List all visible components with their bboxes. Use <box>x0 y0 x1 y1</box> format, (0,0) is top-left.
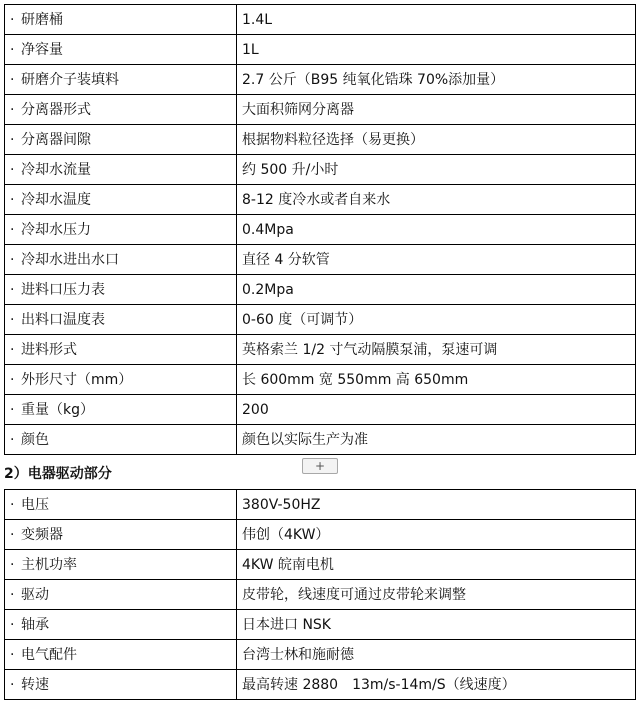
spec-key: 冷却水进出水口 <box>21 251 119 268</box>
spec-key-cell <box>5 520 237 550</box>
table-row <box>5 670 636 700</box>
spec-value: 直径 4 分软管 <box>237 245 636 275</box>
spec-key-cell <box>5 95 237 125</box>
spec-key-cell <box>5 215 237 245</box>
table-row <box>5 640 636 670</box>
spec-key: 进料形式 <box>21 341 77 358</box>
spec-key: 主机功率 <box>21 556 77 573</box>
bullet-dot: · <box>10 526 15 543</box>
spec-key-cell <box>5 5 237 35</box>
spec-value: 颜色以实际生产为准 <box>237 425 636 455</box>
spec-value: 0.2Mpa <box>237 275 636 305</box>
table-row <box>5 550 636 580</box>
spec-table-body <box>5 490 636 700</box>
spec-value: 1.4L <box>237 5 636 35</box>
spec-key-cell <box>5 640 237 670</box>
bullet-dot: · <box>10 431 15 448</box>
bullet-dot: · <box>10 586 15 603</box>
spec-key-cell <box>5 245 237 275</box>
spec-key: 冷却水压力 <box>21 221 91 238</box>
spec-key: 重量（kg） <box>21 401 94 418</box>
spec-key: 颜色 <box>21 431 49 448</box>
spec-value: 最高转速 2880 13m/s-14m/S（线速度） <box>237 670 636 700</box>
table-row <box>5 35 636 65</box>
spec-key: 外形尺寸（mm） <box>21 371 133 388</box>
spec-key-cell <box>5 335 237 365</box>
bullet-dot: · <box>10 341 15 358</box>
spec-key-cell <box>5 580 237 610</box>
spec-key-cell <box>5 425 237 455</box>
spec-key: 净容量 <box>21 41 63 58</box>
spec-key: 驱动 <box>21 586 49 603</box>
bullet-dot: · <box>10 556 15 573</box>
table-row <box>5 125 636 155</box>
spec-table-body <box>5 5 636 455</box>
bullet-dot: · <box>10 401 15 418</box>
table-row <box>5 185 636 215</box>
bullet-dot: · <box>10 191 15 208</box>
spec-key-cell <box>5 550 237 580</box>
spec-value: 伟创（4KW） <box>237 520 636 550</box>
spec-key-cell <box>5 395 237 425</box>
section-heading: 2）电器驱动部分 <box>4 466 112 482</box>
table-row <box>5 215 636 245</box>
bullet-dot: · <box>10 676 15 693</box>
spec-table-section1 <box>4 4 636 455</box>
bullet-dot: · <box>10 101 15 118</box>
bullet-dot: · <box>10 616 15 633</box>
spec-key: 出料口温度表 <box>21 311 105 328</box>
bullet-dot: · <box>10 41 15 58</box>
bullet-dot: · <box>10 221 15 238</box>
spec-key: 分离器形式 <box>21 101 91 118</box>
table-row <box>5 95 636 125</box>
spec-key: 研磨介子装填料 <box>21 71 119 88</box>
spec-key-cell <box>5 275 237 305</box>
table-row <box>5 155 636 185</box>
spec-key-cell <box>5 185 237 215</box>
spec-key: 分离器间隙 <box>21 131 91 148</box>
spec-value: 1L <box>237 35 636 65</box>
spec-key: 轴承 <box>21 616 49 633</box>
spec-key: 变频器 <box>21 526 63 543</box>
table-row <box>5 425 636 455</box>
bullet-dot: · <box>10 71 15 88</box>
spec-key-cell <box>5 65 237 95</box>
table-row <box>5 5 636 35</box>
table-row <box>5 520 636 550</box>
spec-key-cell <box>5 670 237 700</box>
bullet-dot: · <box>10 11 15 28</box>
spec-key: 研磨桶 <box>21 11 63 28</box>
spec-value: 2.7 公斤（B95 纯氧化锆珠 70%添加量） <box>237 65 636 95</box>
spec-value: 长 600mm 宽 550mm 高 650mm <box>237 365 636 395</box>
spec-key-cell <box>5 365 237 395</box>
spec-value: 380V-50HZ <box>237 490 636 520</box>
table-row <box>5 365 636 395</box>
spec-key-cell <box>5 305 237 335</box>
spec-key: 转速 <box>21 676 49 693</box>
table-row <box>5 65 636 95</box>
spec-value: 0-60 度（可调节） <box>237 305 636 335</box>
table-row <box>5 490 636 520</box>
table-row <box>5 395 636 425</box>
spec-value: 皮带轮，线速度可通过皮带轮来调整 <box>237 580 636 610</box>
spec-key-cell <box>5 155 237 185</box>
bullet-dot: · <box>10 131 15 148</box>
bullet-dot: · <box>10 371 15 388</box>
bullet-dot: · <box>10 281 15 298</box>
spec-key-cell <box>5 35 237 65</box>
spec-key: 电压 <box>21 496 49 513</box>
table-row <box>5 335 636 365</box>
spec-value: 8-12 度冷水或者自来水 <box>237 185 636 215</box>
spec-table-section2 <box>4 489 636 700</box>
spec-key-cell <box>5 610 237 640</box>
spec-value: 日本进口 NSK <box>237 610 636 640</box>
spec-value: 200 <box>237 395 636 425</box>
spec-value: 根据物料粒径选择（易更换） <box>237 125 636 155</box>
bullet-dot: · <box>10 646 15 663</box>
bullet-dot: · <box>10 311 15 328</box>
add-row-button[interactable]: + <box>302 458 338 474</box>
spec-key: 进料口压力表 <box>21 281 105 298</box>
table-row <box>5 580 636 610</box>
bullet-dot: · <box>10 251 15 268</box>
table-row <box>5 245 636 275</box>
table-row <box>5 275 636 305</box>
spec-value: 大面积筛网分离器 <box>237 95 636 125</box>
spec-value: 英格索兰 1/2 寸气动隔膜泵浦，泵速可调 <box>237 335 636 365</box>
spec-value: 4KW 皖南电机 <box>237 550 636 580</box>
spec-value: 0.4Mpa <box>237 215 636 245</box>
spec-value: 台湾士林和施耐德 <box>237 640 636 670</box>
table-row <box>5 305 636 335</box>
bullet-dot: · <box>10 496 15 513</box>
table-row <box>5 610 636 640</box>
spec-key: 冷却水流量 <box>21 161 91 178</box>
spec-key: 冷却水温度 <box>21 191 91 208</box>
spec-key: 电气配件 <box>21 646 77 663</box>
bullet-dot: · <box>10 161 15 178</box>
spec-value: 约 500 升/小时 <box>237 155 636 185</box>
spec-key-cell <box>5 125 237 155</box>
spec-key-cell <box>5 490 237 520</box>
